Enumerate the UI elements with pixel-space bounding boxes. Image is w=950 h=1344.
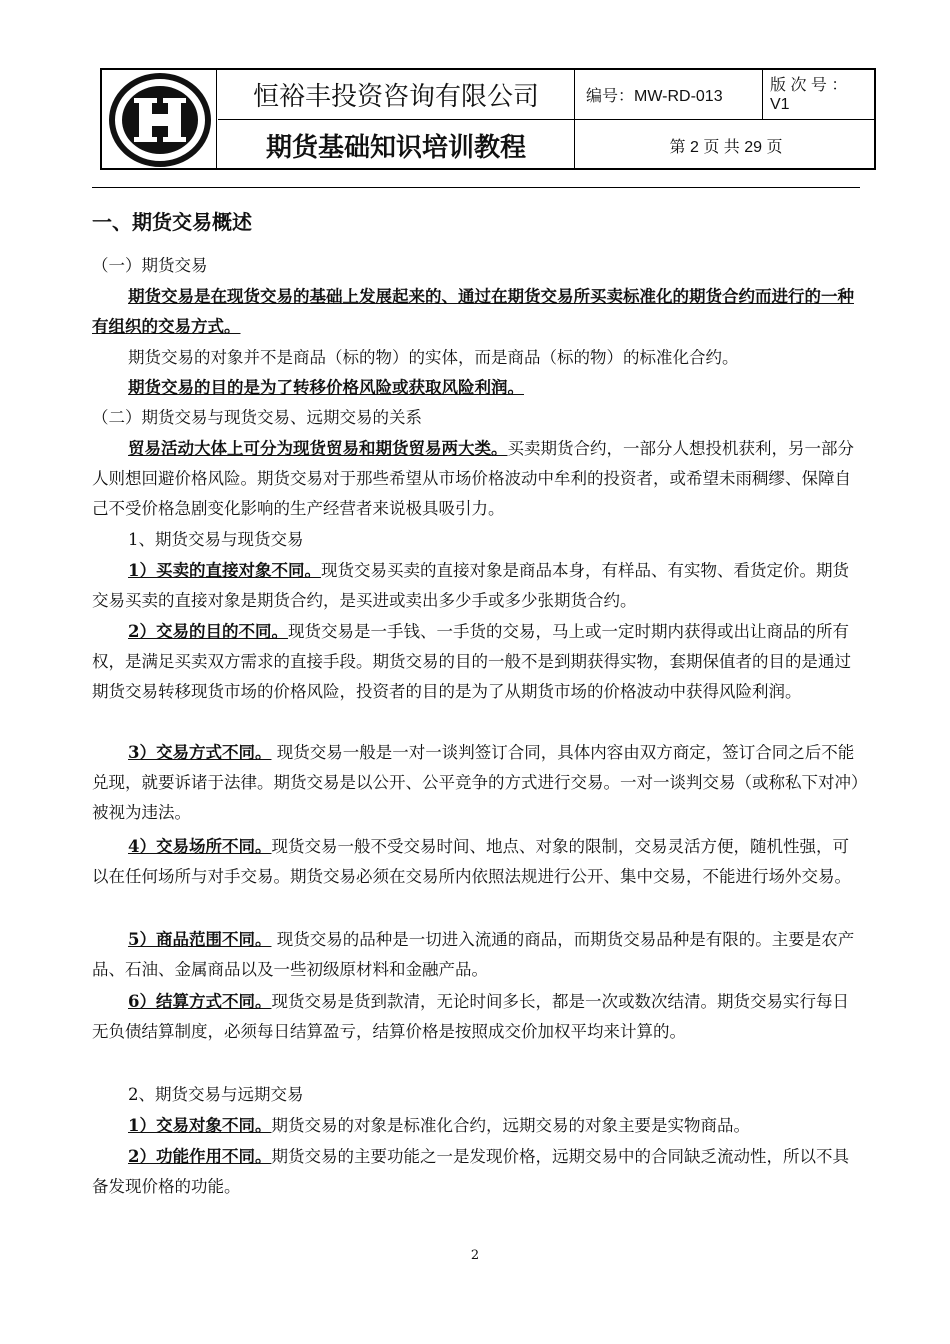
- item-heading: 4）交易场所不同。: [128, 837, 272, 856]
- item-heading: 3）交易方式不同。: [128, 743, 272, 762]
- course-title: 期货基础知识培训教程: [265, 132, 526, 162]
- item-heading: 2）交易的目的不同。: [128, 622, 288, 641]
- item-heading: 6）结算方式不同。: [128, 992, 272, 1011]
- list-item: [92, 1111, 862, 1141]
- list-item: [92, 987, 862, 1047]
- list-item: [92, 832, 862, 892]
- list-item: [92, 738, 862, 829]
- bold-underlined-text: 贸易活动大体上可分为现货贸易和期货贸易两大类。: [128, 439, 508, 458]
- item-text: 期货交易的对象是标准化合约，远期交易的对象主要是实物商品。: [271, 1116, 750, 1135]
- paragraph: [92, 282, 862, 342]
- document-header-table: [100, 68, 876, 170]
- paragraph: [92, 434, 862, 525]
- subsection-heading: （二）期货交易与现货交易、远期交易的关系: [92, 408, 422, 427]
- list-heading: 1、期货交易与现货交易: [128, 530, 304, 549]
- list-item: [92, 1142, 862, 1202]
- document-number: 编号：MW-RD-013: [586, 88, 723, 105]
- header-divider: [762, 70, 763, 119]
- page-number: 2: [470, 1248, 480, 1263]
- list-heading: 2、期货交易与远期交易: [128, 1085, 304, 1104]
- subsection-heading: （一）期货交易: [92, 256, 208, 275]
- section-title: 一、期货交易概述: [92, 212, 252, 234]
- paragraph: [92, 373, 862, 403]
- company-logo: [108, 73, 212, 167]
- item-text: 现货交易是一手钱、一手货的交易，马上或一定时期内获得或出让商品的所有权，是满足买卖双方需求的直接手段。期货交易的目的一般不是到期获得实物，套期保值者的目的是通过期货交易转移现货市场的价格风险，投资者的目的是为了从期货市场的价格波动中获得风险利润。: [92, 622, 851, 702]
- list-item: [92, 617, 862, 708]
- item-text: 期货交易的主要功能之一是发现价格，远期交易中的合同缺乏流动性，所以不具备发现价格的功能。: [92, 1147, 849, 1197]
- paragraph-text: 买卖期货合约，一部分人想投机获利，另一部分人则想回避价格风险。期货交易对于那些希望从市场价格波动中牟利的投资者，或希望未雨稠缪、保障自己不受价格急剧变化影响的生产经营者来说极具吸引力。: [92, 439, 854, 519]
- item-text: 现货交易一般是一对一谈判签订合同，具体内容由双方商定，签订合同之后不能兑现，就要诉诸于法律。期货交易是以公开、公平竞争的方式进行交易。一对一谈判交易（或称私下对冲）被视为违法。: [92, 743, 860, 823]
- list-item: [92, 925, 862, 985]
- version-label: 版 次 号 ：: [770, 76, 848, 94]
- header-divider: [216, 70, 217, 168]
- item-heading: 1）买卖的直接对象不同。: [128, 561, 321, 580]
- header-divider: [218, 119, 874, 120]
- version-value: V1: [770, 96, 790, 113]
- item-text: 现货交易的品种是一切进入流通的商品，而期货交易品种是有限的。主要是农产品、石油、金属商品以及一些初级原材料和金融产品。: [92, 930, 855, 980]
- header-rule: [92, 187, 860, 188]
- item-text: 现货交易是货到款清，无论时间多长，都是一次或数次结清。期货交易实行每日无负债结算制度，必须每日结算盈亏，结算价格是按照成交价加权平均来计算的。: [92, 992, 849, 1042]
- item-text: 现货交易买卖的直接对象是商品本身，有样品、有实物、看货定价。期货交易买卖的直接对象是期货合约，是买进或卖出多少手或多少张期货合约。: [92, 561, 849, 611]
- item-heading: 5）商品范围不同。: [128, 930, 272, 949]
- page-info: 第 2 页 共 29 页: [669, 139, 783, 156]
- bold-underlined-text: 期货交易是在现货交易的基础上发展起来的、通过在期货交易所买卖标准化的期货合约而进行的一种有组织的交易方式。: [92, 287, 854, 337]
- item-heading: 1）交易对象不同。: [128, 1116, 272, 1135]
- item-heading: 2）功能作用不同。: [128, 1147, 272, 1166]
- paragraph: 期货交易的对象并不是商品（标的物）的实体，而是商品（标的物）的标准化合约。: [128, 348, 739, 367]
- list-item: [92, 556, 862, 616]
- bold-underlined-text: 期货交易的目的是为了转移价格风险或获取风险利润。: [128, 378, 524, 397]
- company-name: 恒裕丰投资咨询有限公司: [252, 81, 539, 111]
- item-text: 现货交易一般不受交易时间、地点、对象的限制，交易灵活方便，随机性强，可以在任何场所与对手交易。期货交易必须在交易所内依照法规进行公开、集中交易，不能进行场外交易。: [92, 837, 851, 887]
